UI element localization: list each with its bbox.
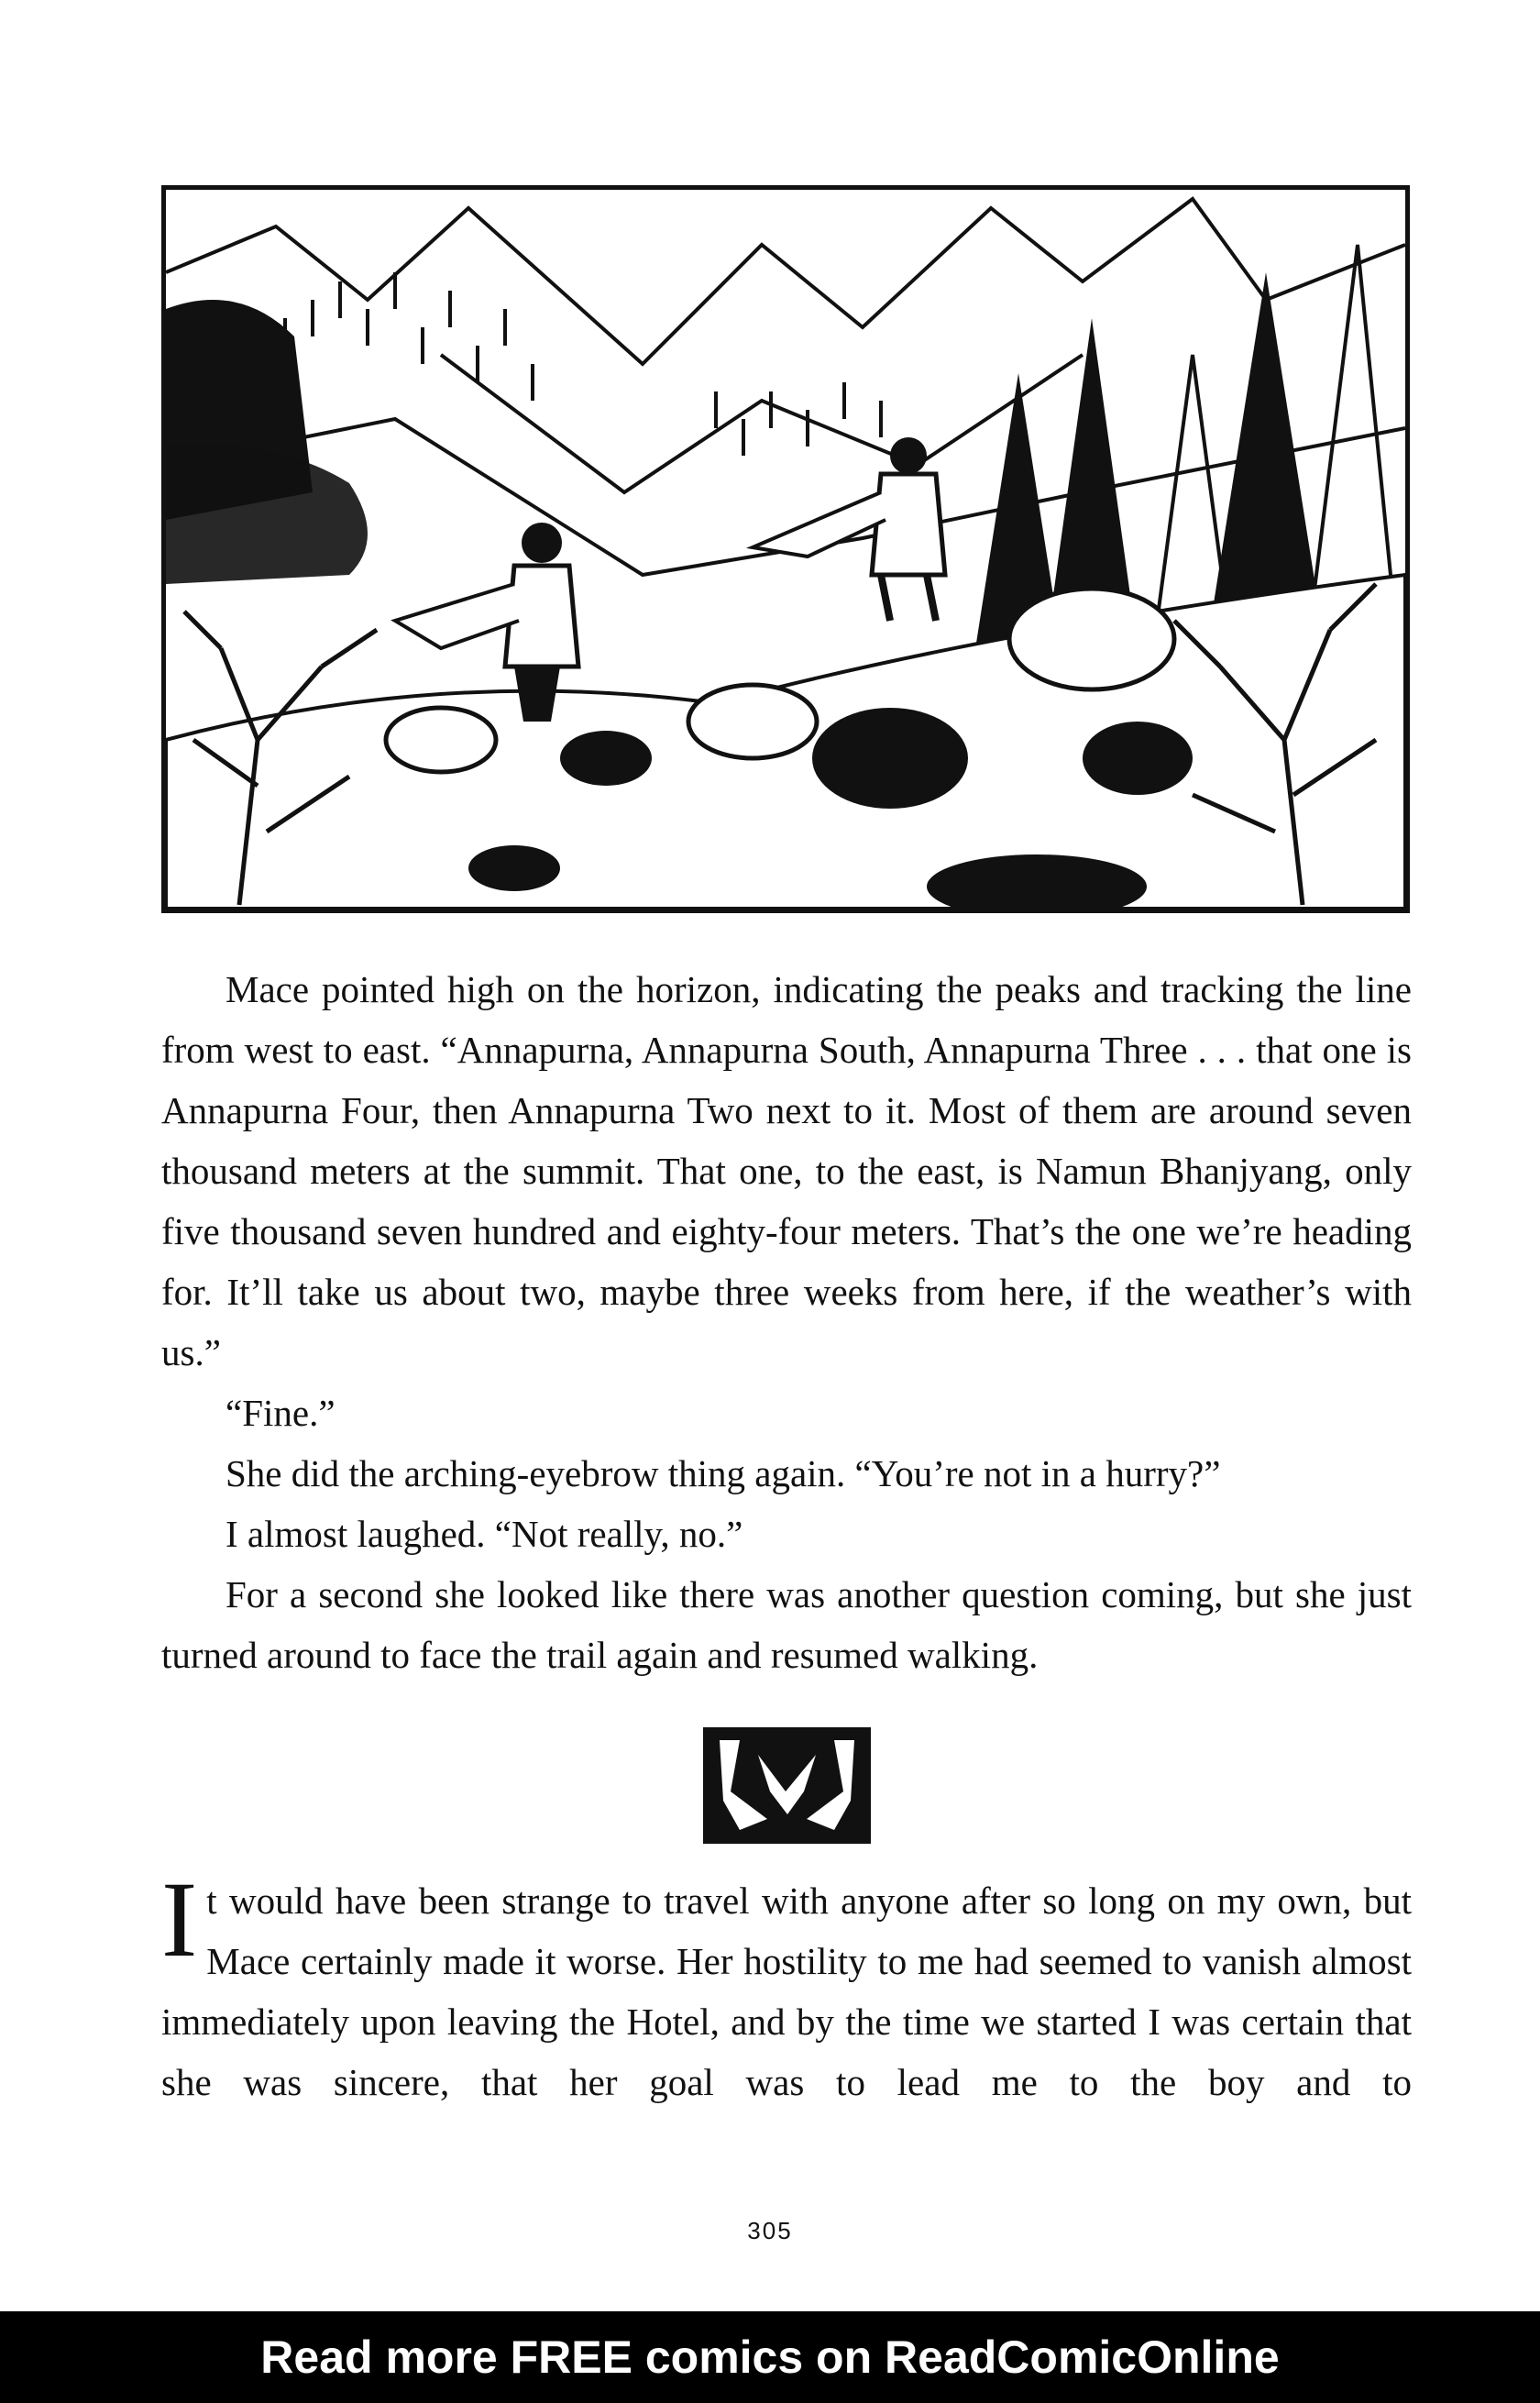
promo-banner[interactable]: Read more FREE comics on ReadComicOnline bbox=[0, 2311, 1540, 2403]
paragraph: She did the arching-eyebrow thing again. “You’re not in a hurry?” bbox=[226, 1452, 1221, 1494]
section-text bbox=[161, 1859, 1412, 2112]
section-paragraph: t would have been strange to travel with anyone after so long on my own, but Mace certainly made it worse. Her hostility to me had seemed to vanish almost immediately upon leaving the Hotel, and by the time we started I was certain that she was sincere, that her goal was to lead me to the boy and to bbox=[161, 1879, 1412, 2103]
paragraph: For a second she looked like there was another question coming, but she just turned around to face the trail again and resumed walking. bbox=[161, 1573, 1412, 1676]
paragraph: “Fine.” bbox=[226, 1392, 336, 1434]
paragraph: I almost laughed. “Not really, no.” bbox=[226, 1513, 743, 1555]
illustration-svg bbox=[166, 190, 1405, 909]
section-break-ornament-icon bbox=[703, 1727, 871, 1844]
mountain-trail-illustration bbox=[161, 185, 1410, 913]
body-text bbox=[161, 959, 1412, 1685]
drop-cap: I bbox=[161, 1859, 198, 1979]
paragraph: Mace pointed high on the horizon, indicating the peaks and tracking the line from west to east. “Annapurna, Annapurna South, Annapurna Three . . . that one is Annapurna Four, then Annapurna Two next to it. Most of them are around seven thousand meters at the summit. That one, to the east, is Namun Bhanjyang, only five thousand seven hundred and eighty-four meters. That’s the one we’re heading for. It’ll take us about two, maybe three weeks from here, if the weather’s with us.” bbox=[161, 968, 1412, 1373]
figure-traveler bbox=[753, 437, 945, 621]
page-number: 305 bbox=[747, 2217, 793, 2244]
